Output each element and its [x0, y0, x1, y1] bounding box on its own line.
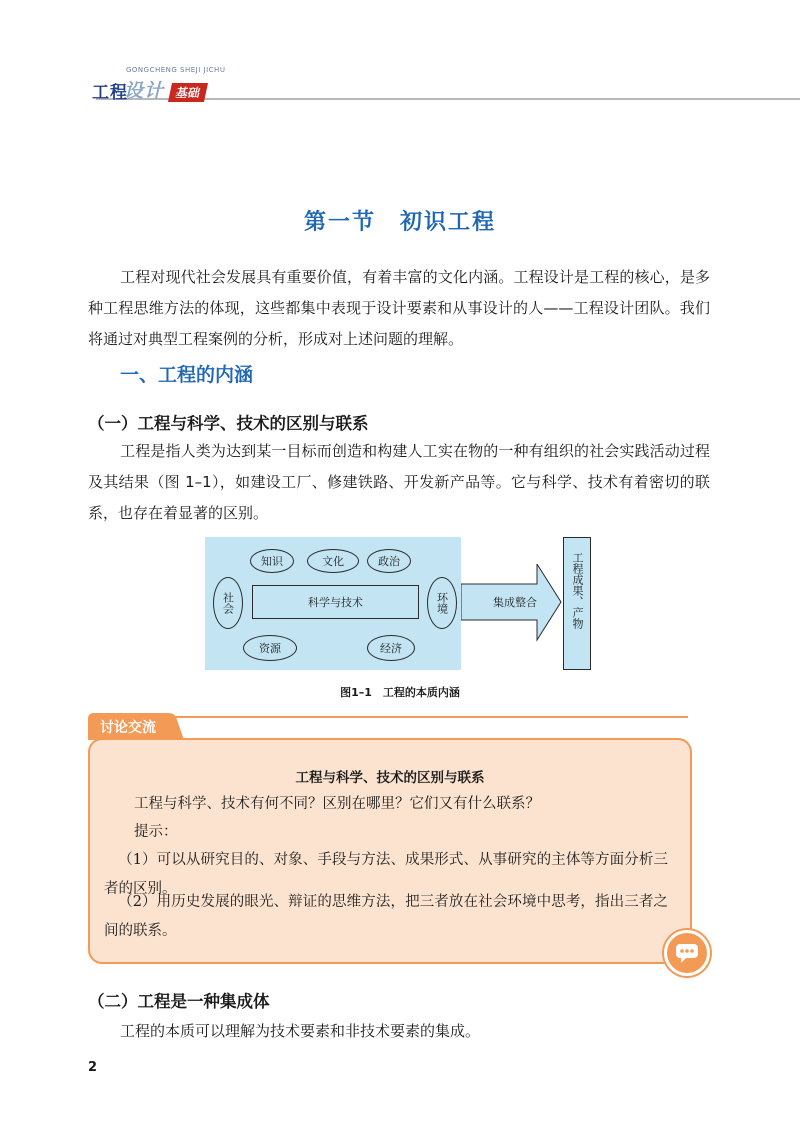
- brand-part-3: 基础: [168, 83, 208, 102]
- chat-bubble-glyph: [667, 933, 707, 973]
- intro-paragraph: [88, 262, 710, 355]
- subheading-1: （一）工程与科学、技术的区别与联系: [88, 414, 369, 433]
- discussion-hint: [104, 818, 668, 847]
- oval-culture: 文化: [307, 549, 359, 573]
- discussion-title: 工程与科学、技术的区别与联系: [295, 770, 485, 786]
- discussion-top-line: [176, 716, 688, 718]
- oval-knowledge: 知识: [250, 549, 294, 573]
- subheading-2: （二）工程是一种集成体: [88, 992, 270, 1011]
- discussion-question-text: 工程与科学、技术有何不同？区别在哪里？它们又有什么联系？: [134, 796, 540, 812]
- page-number: 2: [88, 1060, 98, 1075]
- intro-text: 工程对现代社会发展具有重要价值，有着丰富的文化内涵。工程设计是工程的核心，是多种工程思维方法的体现，这些都集中表现于设计要素和从事设计的人——工程设计团队。我们将通过对典型工程案例的分析，形成对上述问题的理解。: [88, 268, 710, 348]
- discussion-point-2: [104, 888, 668, 946]
- paragraph-2: [88, 1016, 710, 1047]
- discussion-question: [104, 790, 668, 819]
- discussion-point-1-text: （1）可以从研究目的、对象、手段与方法、成果形式、从事研究的主体等方面分析三者的区别。: [104, 852, 668, 897]
- paragraph-1-text: 工程是指人类为达到某一目标而创造和构建人工实在物的一种有组织的社会实践活动过程及其结果（图 1–1），如建设工厂、修建铁路、开发新产品等。它与科学、技术有着密切的联系，也存在着显著的区别。: [88, 442, 710, 522]
- section-title: 第一节 初识工程: [303, 210, 496, 235]
- discussion-hint-text: 提示：: [134, 824, 178, 840]
- brand-pinyin: GONGCHENG SHEJI JICHU: [126, 66, 226, 74]
- oval-environment: 环境: [427, 577, 457, 629]
- chat-bubble-icon: [664, 930, 710, 976]
- output-box: 工程成果、产物: [563, 537, 591, 670]
- discussion-tab: [88, 713, 184, 740]
- arrow-label: 集成整合: [493, 596, 537, 609]
- center-box: 科学与技术: [252, 585, 419, 619]
- brand-part-2: 设计: [124, 80, 165, 102]
- paragraph-2-text: 工程的本质可以理解为技术要素和非技术要素的集成。: [120, 1022, 481, 1040]
- figure-engineering-essence: [205, 537, 591, 670]
- running-header: [0, 62, 800, 102]
- brand-part-1: 工程: [92, 83, 128, 103]
- discussion-tab-label: 讨论交流: [100, 720, 156, 736]
- oval-politics: 政治: [367, 549, 411, 573]
- oval-resources: 资源: [243, 635, 297, 661]
- oval-economy: 经济: [367, 635, 415, 661]
- oval-society: 社会: [213, 577, 243, 629]
- heading-1: 一、工程的内涵: [120, 364, 254, 386]
- figure-caption: 图1–1 工程的本质内涵: [340, 686, 460, 699]
- discussion-point-2-text: （2）用历史发展的眼光、辩证的思维方法，把三者放在社会环境中思考，指出三者之间的联系。: [104, 894, 668, 939]
- paragraph-1: [88, 436, 710, 529]
